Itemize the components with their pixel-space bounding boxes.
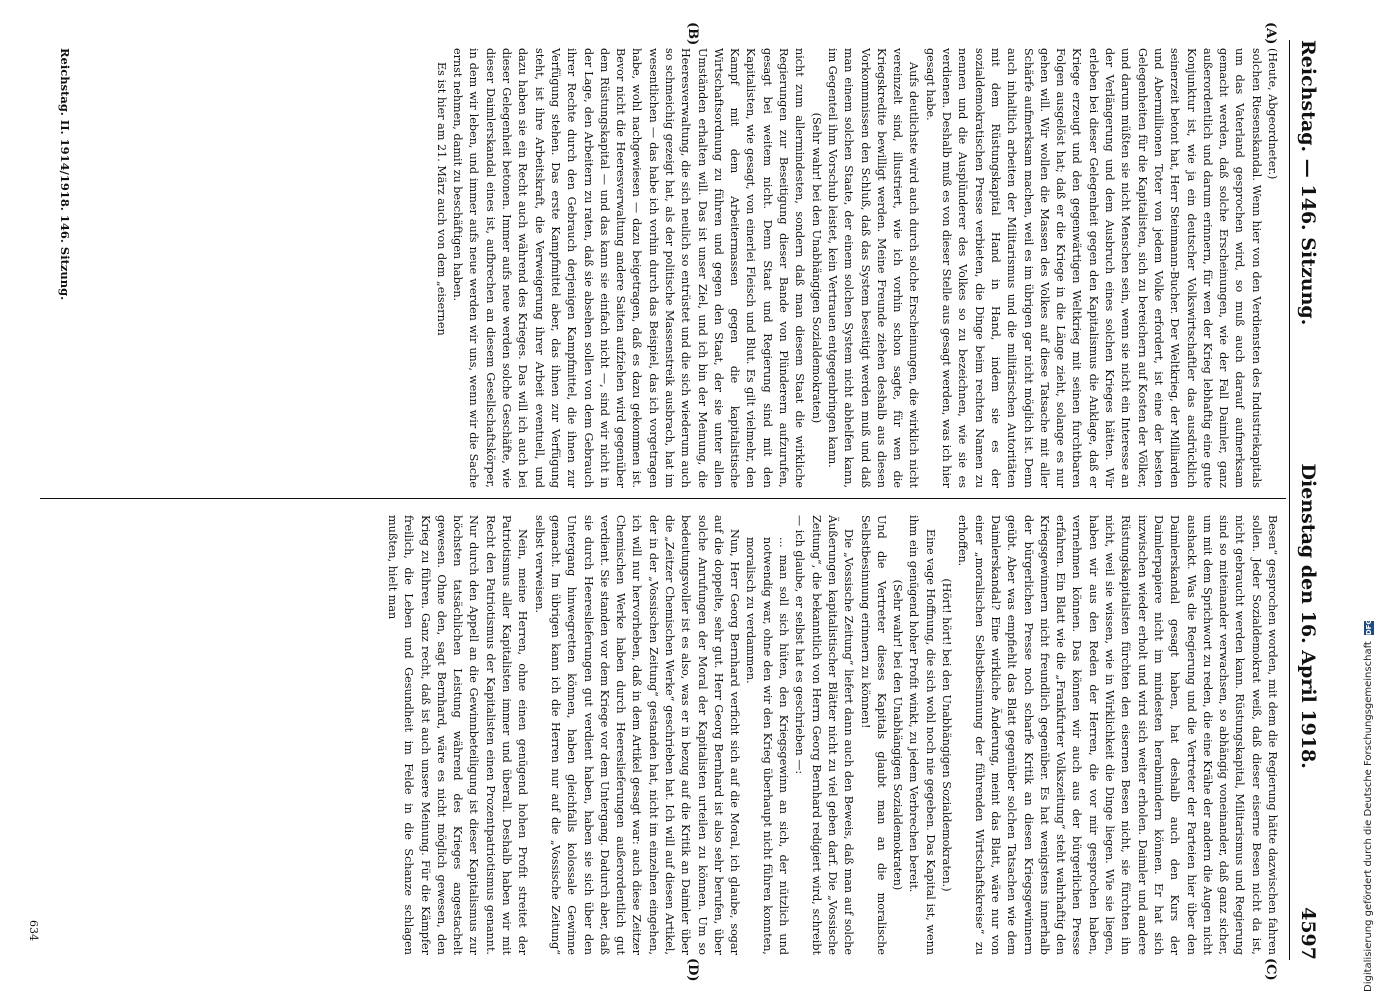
paragraph: Es ist hier am 21. März auch von dem „eisernen — [434, 62, 448, 336]
dfg-logo-icon: DFG — [1364, 618, 1373, 636]
paragraph: (Heute, Abgeordneter.) — [1266, 48, 1279, 180]
quotation: ... man soll sich hüten, den Kriegsgewinn an sich, der nützlich und notwendig war, ohne den wir den Krieg überhaupt nicht führen konnten, moralisch zu verdammen. — [744, 537, 791, 955]
interjection: (Sehr wahr! bei den Unabhängigen Sozialdemokraten) — [891, 579, 905, 891]
column-divider — [40, 498, 1286, 499]
header-date: Dienstag den 16. April 1918. — [1297, 463, 1319, 769]
paragraph: Eine vage Hoffnung, die sich wohl noch nie gegeben. Das Kapital ist, wenn ihm ein genügend hoher Profit winkt, zu jedem Verbrechen bereit. — [907, 515, 937, 955]
credit-text: Digitalisierung gefördert durch die Deutsche Forschungsgemeinschaft — [1363, 641, 1374, 992]
margin-mark-c: (C) — [1263, 958, 1278, 981]
interjection: (Hört! hört! bei den Unabhängigen Sozialdemokraten.) — [940, 578, 954, 892]
margin-mark-a: (A) — [1263, 22, 1278, 45]
header-rule — [1289, 40, 1290, 960]
paragraph: Aufs deutlichste wird auch durch solche Erscheinungen, die wirklich nicht vereinzelt sind, illustriert, wie ich vorhin schon sagte, für wen die Kriegskredite bewilligt werden. Meine Freunde ziehen deshalb aus diesen Vorkommnissen den Schluß, daß das System beseitigt werden muß und daß man einem solchen Staate, der einem solchen System nicht abhelfen kann, im Gegenteil ihm Vorschub leistet, kein Vertrauen entgegenbringen kann. — [825, 48, 921, 488]
page-number: 4597 — [1297, 907, 1319, 960]
interjection: (Sehr wahr! bei den Unabhängigen Sozialdemokraten) — [809, 112, 823, 424]
left-column — [433, 48, 1280, 488]
paragraph: Nein, meine Herren, ohne einen genügend hohen Profit streitet der Patriotismus aller Kapitalisten immer und überall. Deshalb haben wir mit Recht den Patriotismus der Kapitalisten einen Prozentpatriotismus genannt. Nur durch den Appell an die Gewinnbeteiligung ist dieser Kapitalismus zur höchsten tatsächlichen Leistung während des Krieges angestachelt gewesen. Ohne den, sagt Bernhard, wäre es nicht möglich gewesen, den Krieg zu führen. Ganz recht, daß ist auch unsere Meinung. Für die Kämpfer freilich, die Leben und Gesundheit im Felde in die Schanze schlagen mußten, hielt man — [385, 515, 530, 955]
digitization-credit — [1363, 618, 1374, 992]
paragraph: Und die Vertreter dieses Kapitals glaubt man an die moralische Selbstbesinnung erinnern zu können! — [858, 515, 888, 955]
header-left: Reichstag. — 146. Sitzung. — [1297, 40, 1319, 326]
paragraph: solchen Riesenskandal. Wenn hier von den Verdiensten des Industriekapitals um das Vaterland gesprochen wird, so muß auch darauf aufmerksam gemacht werden, daß solche Erscheinungen, wie der Fall Daimler, ganz außerordentlich und darum erinnern, für wen der Krieg lebhaftig eine gute Konjunktur ist, wie ja ein deutscher Volkswirtschaftler das ausdrücklich seinerzeit betont hat, Herr Steinmann-Bucher. Der Weltkrieg, der Milliarden und Abermillionen Toter von jedem Volke erfordert, ist eine der besten Gelegenheiten für die Kapitalisten, sich zu bereichern auf Kosten der Völker, und darum müßten sie nicht Menschen sein, wenn sie nicht ein Interesse an der Verlängerung und dem Ausbruch eines solchen Krieges hätten. Wir erleben bei dieser Gelegenheit gegen den Kapitalismus die Anklage, daß er Kriege erzeugt und den gegenwärtigen Weltkrieg mit seinen furchtbaren Folgen ausgelöst hat; daß er die Kriege in die Länge zieht, solange es nur gehen will. Wir wollen die Massen des Volkes auf diese Tatsache mit aller Schärfe aufmerksam machen, weil es im übrigen gar nicht möglich ist. Denn auch inhaltlich arbeiten der Militarismus und die militärischen Autoritäten mit dem Rüstungskapital Hand in Hand, indem sie es der sozialdemokratischen Presse verbieten, die Dinge beim rechten Namen zu nennen und die Ausplünderer des Volkes so zu bezeichnen, wie sie es verdienen. Deshalb muß es von dieser Stelle aus gesagt werden, was ich hier gesagt habe. — [923, 48, 1263, 488]
page-footer: Reichstag. II. 1914/1918. 146. Sitzung. — [58, 48, 72, 301]
paragraph: Besen“ gesprochen worden, mit dem die Regierung hätte dazwischen fahren sollen. Jeder Sozialdemokrat weiß, daß dieser eiserne Besen nicht da ist, nicht gebraucht werden kann. Rüstungskapital, Militarismus und Regierung sind so miteinander verwachsen, so abhängig voneinander, daß ganz sicher, um mit dem Sprichwort zu reden, die eine Krähe der andern die Augen nicht aushackt. Was die Regierung und die Vertreter der Parteien hier über den Daimlerskandal gesagt haben, hat deshalb auch den Kurs der Daimlerpapiere nicht im mindesten herabmindern können. Er hat sich inzwischen wieder erholt und wird sich weiter erholen. Daimler und andere Rüstungskapitalisten fürchten den eisernen Besen nicht, sie fürchten ihn nicht, weil sie wissen, wie in Wirklichkeit die Dinge liegen. Wie sie liegen, haben wir aus den Reden der Herren, die vor mir gesprochen haben, vernehmen können. Das können wir auch aus der bürgerlichen Presse erfahren. Ein Blatt wie die „Frankfurter Volkszeitung“ steht wahrhaftig den Kriegsgewinnern nicht freundlich gegenüber. Es hat wenigstens innerhalb der bürgerlichen Presse noch scharfe Kritik an diesen Kriegsgewinnern geübt. Aber was empfiehlt das Blatt gegenüber solchen Tatsachen wie dem Daimlerskandal? Eine wirkliche Änderung, meint das Blatt, wäre nur von einer „moralischen Selbstbesinnung der führenden Wirtschaftskreise“ zu erhoffen. — [956, 515, 1279, 955]
paragraph: Nun, Herr Georg Bernhard verficht sich auf die Moral, ich glaube, sogar auf die doppelte, sehr gut. Herr Georg Bernhard ist also sehr berufen, über solche Anrufungen der Moral der Kapitalisten urteilen zu können. Um so bedeutungsvoller ist es also, was er in bezug auf die Kritik an Daimler über die „Zeitzer Chemischen Werke“ geschrieben hat. Ich will auf diesen Artikel, der in der „Vossischen Zeitung“ gestanden hat, nicht im einzelnen eingehen, ich will nur hervorheben, daß in dem Artikel gesagt war: auch diese Zeitzer Chemischen Werke haben durch Heereslieferungen außerordentlich gut verdient. Sie standen vor dem Kriege vor dem Untergang. Dadurch aber, daß sie durch Heereslieferungen gut verdient haben, haben sie sich über den Untergang hinwegretten können, haben gleichfalls kolossale Gewinne gemacht. Im übrigen kann ich die Herren nur auf die „Vossische Zeitung“ selbst verweisen. — [532, 515, 742, 955]
margin-mark-d: (D) — [685, 958, 700, 982]
right-column — [384, 515, 1280, 955]
paragraph: Die „Vossische Zeitung“ liefert dann auch den Beweis, daß man auf solche Äußerungen kapitalistischer Blätter nicht zu viel geben darf. Die „Vossische Zeitung“, die bekanntlich von Herrn Georg Bernhard redigiert wird, schreibt — ich glaube, er selbst hat es geschrieben —: — [793, 515, 856, 955]
paragraph: nicht zum allermindesten, sondern daß man diesem Staat die wirkliche Regierungen zur Beseitigung dieser Bande von Plünderern aufzurufen, gesagt bei weitem nicht. Denn Staat und Regierung sind mit den Kapitalisten, wie gesagt, von einerlei Fleisch und Blut. Es gilt vielmehr, den Kampf mit dem Arbeitermassen gegen die kapitalistische Wirtschaftsordnung zu führen und gegen den Staat, der sie unter allen Umständen erhalten will. Das ist unser Ziel, und ich bin der Meinung, die Heeresverwaltung, die sich neulich so entrüstet und die sich wiederum auch so schmeichig gezeigt hat, als der politische Massenstreik ausbrach, hat im wesentlichen — das habe ich vorhin durch das Beispiel, das ich vorgetragen habe, wohl nachgewiesen — dazu beigetragen, daß es dazu gekommen ist. Bevor nicht die Heeresverwaltung andere Saiten aufziehen wird gegenüber dem Rüstungskapital — und das kann sie einfach nicht —, sind wir nicht in der Lage, den Arbeitern zu raten, daß sie absehen sollen von dem Gebrauch ihrer Rechte durch den Gebrauch derjenigen Kampfmittel, die ihnen zur Verfügung stehen. Das erste Kampfmittel aber, das ihnen zur Verfügung steht, ist ihre Arbeitskraft, die Verweigerung ihrer Arbeit eventuell, und dazu haben sie ein Recht auch während des Krieges. Das will ich auch bei dieser Gelegenheit betonen. Immer aufs neue werden solche Geschäfte, wie dieser Daimlerskandal eines ist, aufbrechen an diesem Gesellschaftskörper, in dem wir leben, und immer aufs neue werden wir uns, wenn wir die Sache ernst nehmen, damit zu beschäftigen haben. — [451, 48, 807, 488]
page-header — [1294, 40, 1322, 960]
margin-mark-b: (B) — [685, 22, 700, 46]
bottom-page-number: 634 — [27, 920, 40, 941]
